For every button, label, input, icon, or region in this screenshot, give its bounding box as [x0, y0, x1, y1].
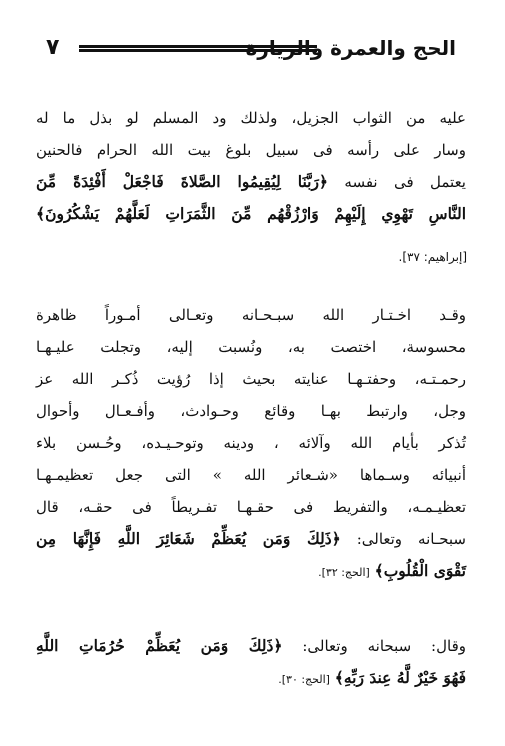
text-line: [36, 555, 466, 587]
text-line: وقـد اخـتـار الله سبـحـانه وتعـالى أمـوراً ظاهرة: [36, 306, 466, 324]
text-line: [36, 198, 466, 230]
quran-verse: ﴿ذَلِكَ وَمَن يُعَظِّمْ شَعَائِرَ اللَّهِ فَإِنَّهَا مِن: [36, 529, 341, 548]
text-segment: يعتمل فى نفسه: [344, 173, 466, 191]
text-line: تعظيـمـه، والتفريط فى حقـهـا تفـريطاً فى حقـه، قال: [36, 498, 466, 516]
running-title: الحج والعمرة والزيارة: [245, 36, 456, 60]
text-line: وسار على رأسه فى سبيل بلوغ بيت الله الحرام فالحنين: [36, 141, 466, 159]
quran-verse: ﴿رَبَّنَا لِيُقِيمُوا الصَّلاةَ فَاجْعَلْ أَفْئِدَةً مِّنَ: [36, 172, 329, 191]
quran-verse: النَّاسِ تَهْوِي إِلَيْهِمْ وَارْزُقْهُم مِّنَ الثَّمَرَاتِ لَعَلَّهُمْ يَشْكُرُونَ﴾: [36, 204, 466, 223]
paragraph-1: [36, 102, 466, 230]
text-line: وجل، وارتبط بهـا وقائع وحـوادث، وأفـعـال وأحوال: [36, 402, 466, 420]
text-line: [36, 523, 466, 555]
quran-verse: فَهُوَ خَيْرٌ لَّهُ عِندَ رَبِّهِ﴾: [334, 668, 466, 687]
text-line: تُذكر بأيام الله وآلائه ، ودينه وتوحـيـده، وحُـسن بلاء: [36, 434, 466, 452]
quran-verse: تَقْوَى الْقُلُوبِ﴾: [374, 561, 466, 580]
verse-reference: [الحج: ٣٢].: [318, 566, 370, 579]
text-line: أنبيائه وسـماها «شـعائر الله » التى جعل تعظيمـهـا: [36, 466, 466, 484]
verse-reference: [الحج: ٣٠].: [278, 673, 330, 686]
paragraph-3: [36, 630, 466, 694]
text-line: رحمـتـه، وحفتـهـا عنايته بحيث إذا رُؤيت ذُكـر الله عز: [36, 370, 466, 388]
text-line: [36, 166, 466, 198]
verse-reference: [إبراهيم: ٣٧].: [398, 250, 467, 264]
paragraph-2: [36, 299, 466, 587]
quran-verse: ﴿ذَلِكَ وَمَن يُعَظِّمْ حُرُمَاتِ اللَّهِ: [36, 636, 283, 655]
text-line: [36, 630, 466, 662]
text-segment: وقال: سبحانه وتعالى:: [302, 637, 466, 655]
text-segment: سبحـانه وتعالى:: [356, 530, 466, 548]
page-header: [46, 30, 456, 70]
page-number: ٧: [46, 35, 60, 60]
text-line: محسوسة، اختصت به، ونُسبت إليه، وتجلت عليـهـا: [36, 338, 466, 356]
text-line: عليه من الثواب الجزيل، ولذلك ود المسلم لو بذل ما له: [36, 109, 466, 127]
text-line: [36, 662, 466, 694]
